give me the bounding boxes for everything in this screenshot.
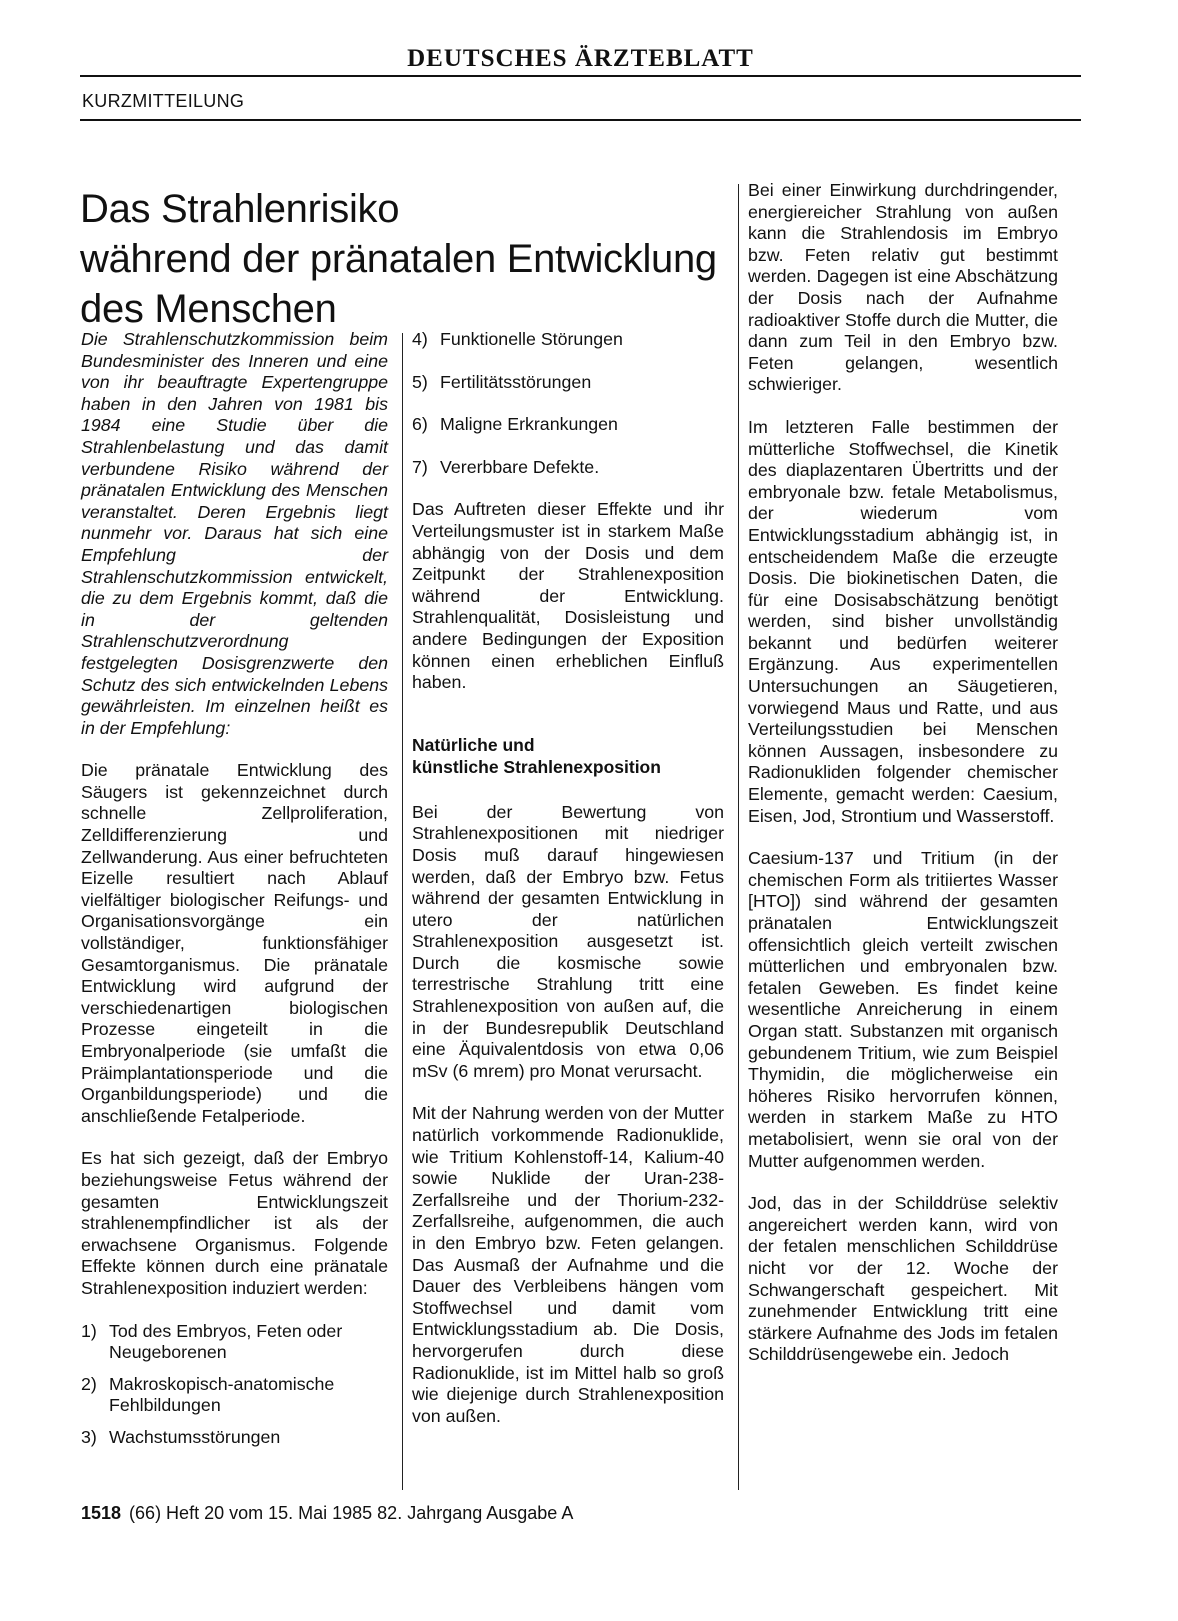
list-text: Tod des Embryos, Feten oder Neugeborenen [109, 1320, 343, 1363]
body-paragraph: Caesium-137 und Tritium (in der chemischen Form als tritiiertes Wasser [HTO]) sind während der gesamten pränatalen Entwicklungszeit offensichtlich gleich verteilt zwischen mütterlichen und embryonalen bzw. fetalen Geweben. Es findet keine wesentliche Anreicherung in einem Organ statt. Substanzen mit organisch gebundenem Tritium, wie zum Beispiel Thymidin, die möglicherweise ein höheres Risiko hervorrufen können, werden in starkem Maße zu HTO metabolisiert, wenn sie oral von der Mutter aufgenommen werden. [748, 848, 1058, 1171]
heading-line: Natürliche und [412, 734, 535, 755]
list-item [412, 372, 724, 394]
article-title [80, 184, 760, 334]
list-text: Funktionelle Störungen [440, 329, 623, 349]
list-number: 1) [81, 1320, 97, 1341]
text-column-3 [748, 180, 1058, 1387]
body-paragraph: Im letzteren Falle bestimmen der mütterliche Stoffwechsel, die Kinetik des diaplazentaren Übertritts und der embryonale bzw. fetale Metabolismus, der wiederum vom Entwicklungsstadium abhängig ist, in entscheidendem Maße die erzeugte Dosis. Die biokinetischen Daten, die für eine Dosisabschätzung benötigt werden, sind bisher unvollständig bekannt und bedürfen weiterer Ergänzung. Aus experimentellen Untersuchungen an Säugetieren, vorwiegend Maus und Ratte, und aus Verteilungsstudien bei Menschen können Aussagen, insbesondere zu Radionukliden folgender chemischer Elemente, gemacht werden: Caesium, Eisen, Jod, Strontium und Wasserstoff. [748, 416, 1058, 826]
list-text: Vererbbare Defekte. [440, 456, 600, 477]
abstract-paragraph: Die Strahlenschutzkommission beim Bundesminister des Inneren und eine von ihr beauftragte Expertengruppe haben in den Jahren von 1981 bis 1984 eine Studie über die Strahlenbelastung und das damit verbundene Risiko während der pränatalen Entwicklung des Menschen veranstaltet. Deren Ergebnis liegt nunmehr vor. Daraus hat sich eine Empfehlung der Strahlenschutzkommission entwickelt, die zu dem Ergebnis kommt, daß die in der geltenden Strahlenschutzverordnung festgelegten Dosisgrenzwerte den Schutz des sich entwickelnden Lebens gewährleisten. Im einzelnen heißt es in der Empfehlung: [81, 329, 388, 738]
section-rule [80, 119, 1081, 121]
list-item [81, 1321, 388, 1364]
list-number: 6) [412, 414, 428, 435]
body-paragraph: Das Auftreten dieser Effekte und ihr Verteilungsmuster ist in starkem Maße abhängig von der Dosis und dem Zeitpunkt der Strahlenexposition während der Entwicklung. Strahlenqualität, Dosisleistung und andere Bedingungen der Exposition können einen erheblichen Einfluß haben. [412, 499, 724, 693]
list-text: Fertilitätsstörungen [440, 371, 592, 392]
list-text: Makroskopisch-anatomische Fehlbildungen [109, 1373, 335, 1416]
journal-masthead: DEUTSCHES ÄRZTEBLATT [407, 45, 754, 72]
subsection-heading [412, 734, 724, 778]
effects-list-continued [412, 329, 724, 478]
body-paragraph: Die pränatale Entwicklung des Säugers ist gekennzeichnet durch schnelle Zellproliferation, Zelldifferenzierung und Zellwanderung. Aus einer befruchteten Eizelle resultiert nach Ablauf vielfältiger biologischer Reifungs- und Organisationsvorgänge ein vollständiger, funktionsfähiger Gesamtorganismus. Die pränatale Entwicklung wird aufgrund der verschiedenartigen biologischen Prozesse eingeteilt in die Embryonalperiode (sie umfaßt die Präimplantationsperiode und die Organbildungsperiode) und die anschließende Fetalperiode. [81, 760, 388, 1126]
list-item [81, 1427, 388, 1449]
body-paragraph: Bei der Bewertung von Strahlenexpositionen mit niedriger Dosis muß darauf hingewiesen werden, daß der Embryo bzw. Fetus während der gesamten Entwicklung in utero der natürlichen Strahlenexposition ausgesetzt ist. Durch die kosmische sowie terrestrische Strahlung tritt eine Strahlenexposition von außen auf, die in der Bundesrepublik Deutschland eine Äquivalentdosis von etwa 0,06 mSv (6 mrem) pro Monat verursacht. [412, 801, 724, 1081]
title-line: des Menschen [80, 287, 337, 331]
text-column-1 [81, 329, 388, 1459]
list-number: 2) [81, 1373, 97, 1394]
page-footer [81, 1502, 573, 1524]
text-column-2 [412, 329, 724, 1448]
list-item [412, 457, 724, 479]
list-number: 7) [412, 456, 428, 477]
heading-line: künstliche Strahlenexposition [412, 756, 661, 777]
list-number: 4) [412, 329, 428, 349]
masthead-rule [80, 75, 1081, 77]
list-text: Wachstumsstörungen [109, 1426, 281, 1447]
section-label: KURZMITTEILUNG [82, 91, 245, 111]
body-paragraph: Es hat sich gezeigt, daß der Embryo beziehungsweise Fetus während der gesamten Entwicklungszeit strahlenempfindlicher ist als der erwachsene Organismus. Folgende Effekte können durch eine pränatale Strahlenexposition induziert werden: [81, 1148, 388, 1298]
list-item [412, 329, 724, 351]
body-paragraph: Jod, das in der Schilddrüse selektiv angereichert werden kann, wird von der fetalen menschlichen Schilddrüse nicht vor der 12. Woche der Schwangerschaft gespeichert. Mit zunehmender Entwicklung tritt eine stärkere Aufnahme des Jods im fetalen Schilddrüsengewebe ein. Jedoch [748, 1193, 1058, 1365]
list-text: Maligne Erkrankungen [440, 414, 618, 435]
effects-list [81, 1321, 388, 1449]
column-divider [738, 333, 739, 1490]
list-number: 3) [81, 1426, 97, 1447]
page-number: 1518 [81, 1503, 122, 1523]
body-paragraph: Bei einer Einwirkung durchdringender, energiereicher Strahlung von außen kann die Strahlendosis im Embryo bzw. Feten relativ gut bestimmt werden. Dagegen ist eine Abschätzung der Dosis nach der Aufnahme radioaktiver Stoffe durch die Mutter, die dann zum Teil in den Embryo bzw. Feten gelangen, wesentlich schwieriger. [748, 180, 1058, 395]
column-divider [402, 333, 403, 1490]
list-item [81, 1374, 388, 1417]
body-paragraph: Mit der Nahrung werden von der Mutter natürlich vorkommende Radionuklide, wie Tritium Kohlenstoff-14, Kalium-40 sowie Nuklide der Uran-238-Zerfallsreihe und der Thorium-232-Zerfallsreihe, aufgenommen, die auch in den Embryo bzw. Feten gelangen. Das Ausmaß der Aufnahme und die Dauer des Verbleibens hängen vom Stoffwechsel und damit vom Entwicklungsstadium ab. Die Dosis, hervorgerufen durch diese Radionuklide, ist im Mittel halb so groß wie diejenige durch Strahlenexposition von außen. [412, 1103, 724, 1426]
column-divider [738, 184, 739, 333]
title-line: Das Strahlenrisiko [80, 187, 400, 231]
list-item [412, 414, 724, 436]
list-number: 5) [412, 371, 428, 392]
issue-info: (66) Heft 20 vom 15. Mai 1985 82. Jahrgang Ausgabe A [129, 1503, 574, 1523]
title-line: während der pränatalen Entwicklung [80, 237, 717, 281]
